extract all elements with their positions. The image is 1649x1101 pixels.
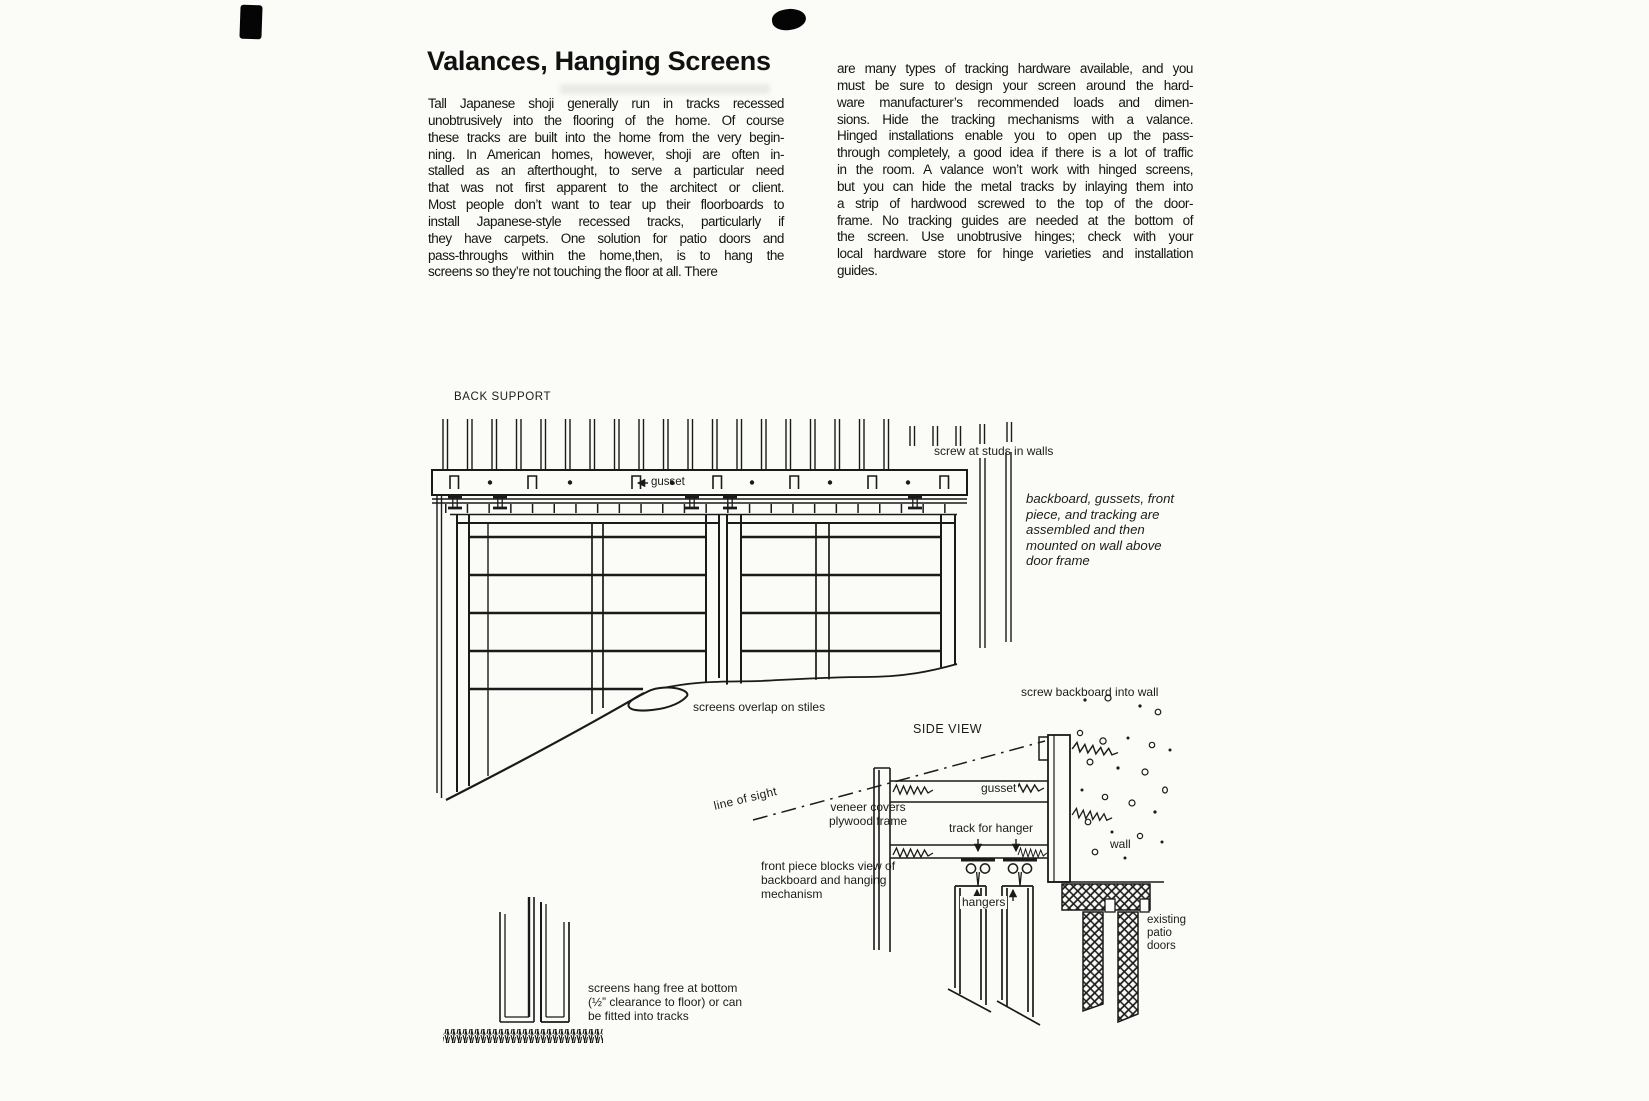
screw-backboard-label: screw backboard into wall [1021, 685, 1159, 699]
assembly-note: backboard, gussets, front piece, and tracking are assembled and then mounted on wall above door frame [1026, 491, 1175, 569]
back-support-label: BACK SUPPORT [454, 391, 552, 403]
page-title: Valances, Hanging Screens [427, 46, 771, 76]
side-view-title: SIDE VIEW [913, 722, 983, 736]
line-of-sight-label: line of sight [712, 784, 779, 813]
existing-patio-doors-label: existing patio doors [1147, 914, 1186, 952]
screw-at-studs-label: screw at studs in walls [934, 444, 1054, 458]
hangers-label: hangers [962, 895, 1006, 909]
gusset-side-label: gusset [981, 781, 1017, 795]
front-piece-note: front piece blocks view of backboard and hanging mechanism [761, 859, 896, 901]
screen-bottom-detail-drawing [443, 897, 603, 1043]
wall-label: wall [1110, 837, 1131, 851]
right-text-column: are many types of tracking hardware available, and you must be sure to design your screen around the hard- ware manufacturer’s recommended loads and dimen- sions. Hide the tracking mechanisms with a valance. Hinged installations enable you to open up the pass- through completely, a good idea if there is a lot of traffic in the room. A valance won’t work with hinged screens, but you can hide the metal tracks by inlaying them into a strip of hardwood screwed to the top of the door- frame. No tracking guides are needed at the bottom of the screen. Use unobtrusive hinges; check with your local hardware store for hinge varieties and installation guides. [837, 61, 1193, 279]
front-view-drawing [432, 419, 1012, 800]
gusset-front-label: gusset [651, 476, 685, 488]
screw-dots [488, 480, 910, 484]
floor-hatching [443, 1029, 603, 1043]
veneer-note: veneer covers plywood frame [828, 800, 908, 828]
track-for-hanger-label: track for hanger [949, 821, 1034, 835]
wall-texture-dots [1077, 695, 1171, 860]
screens-hang-free-note: screens hang free at bottom (½” clearance to floor) or can be fitted into tracks [588, 981, 743, 1023]
left-text-column: Tall Japanese shoji generally run in tracks recessed unobtrusively into the flooring of the home. Of course these tracks are built into the home from the very begin- ning. In American homes, however, shoji are often in- stalled as an afterthought, to serve a particular need that was not first apparent to the architect or client. Most people don’t want to tear up their floorboards to install Japanese-style recessed tracks, particularly if they have carpets. One solution for patio doors and pass-throughs within the home,then, is to hang the screens so they’re not touching the floor at all. There [428, 96, 784, 280]
screens-overlap-label: screens overlap on stiles [693, 700, 826, 714]
